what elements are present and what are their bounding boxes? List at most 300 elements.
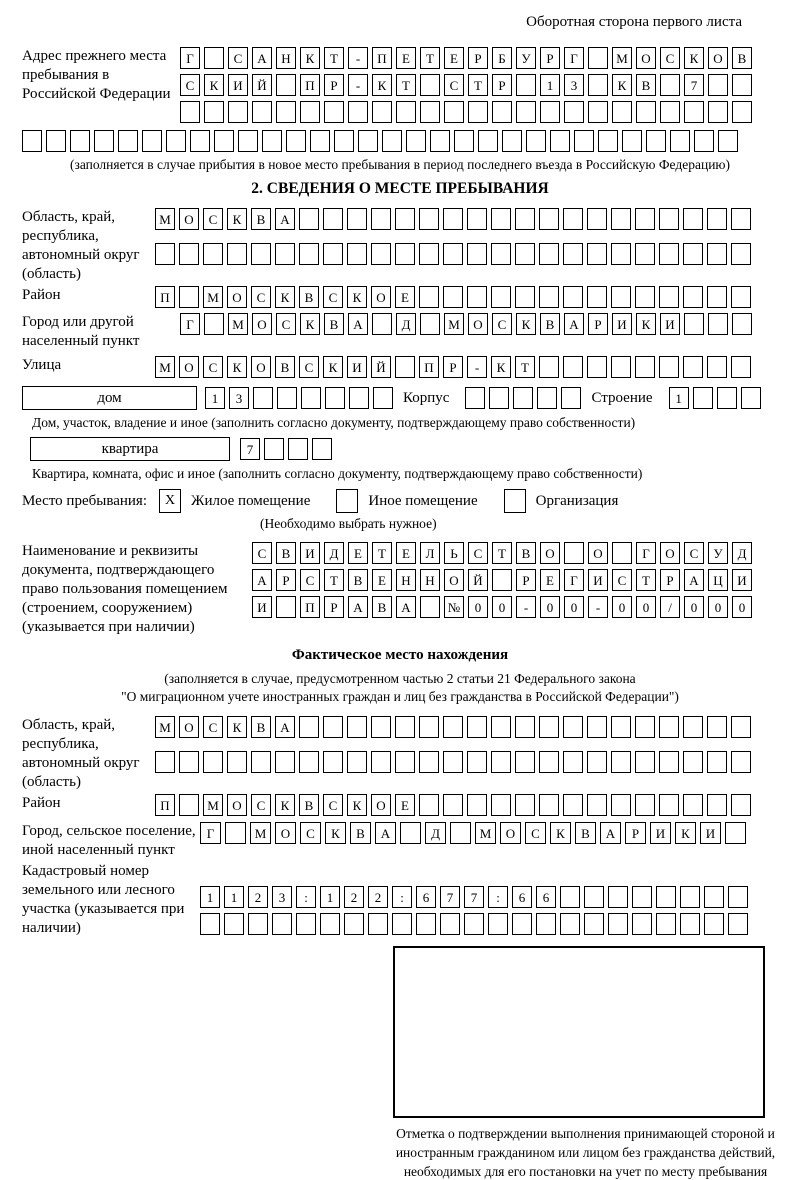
char-cell [659, 716, 679, 738]
char-cell [275, 243, 295, 265]
char-cell [635, 356, 655, 378]
char-cell: Д [425, 822, 446, 844]
char-cell [741, 387, 761, 409]
char-cell: К [204, 74, 224, 96]
char-cell [732, 101, 752, 123]
char-cell [179, 794, 199, 816]
char-cell: Р [324, 596, 344, 618]
char-cell: 6 [416, 886, 436, 908]
char-cell: Г [636, 542, 656, 564]
apartment-row [30, 437, 778, 461]
char-cell [560, 913, 580, 935]
char-cell: : [488, 886, 508, 908]
char-cell [347, 243, 367, 265]
char-cell [659, 794, 679, 816]
char-cell: С [525, 822, 546, 844]
char-cell [515, 716, 535, 738]
char-cell: И [228, 74, 248, 96]
char-cell [587, 751, 607, 773]
char-cell [443, 208, 463, 230]
prev-address-field [22, 47, 778, 128]
char-cell [286, 130, 306, 152]
char-cell: Е [396, 47, 416, 69]
char-cell: К [227, 356, 247, 378]
char-cell [587, 716, 607, 738]
char-cell: М [155, 208, 175, 230]
char-cell: И [700, 822, 721, 844]
char-cell [728, 886, 748, 908]
char-cell [636, 101, 656, 123]
char-cell [467, 751, 487, 773]
char-cell [611, 208, 631, 230]
char-cell [347, 208, 367, 230]
char-cell: Й [371, 356, 391, 378]
char-cell: Н [276, 47, 296, 69]
actual-region-label: Область, край, республика, автономный округ (область) [22, 717, 140, 790]
char-cell: О [275, 822, 296, 844]
char-cell [588, 74, 608, 96]
char-cell: К [612, 74, 632, 96]
char-cell [708, 101, 728, 123]
char-cell [491, 243, 511, 265]
district-row [155, 286, 755, 308]
char-cell [731, 716, 751, 738]
char-cell [598, 130, 618, 152]
char-cell [253, 387, 273, 409]
char-cell: П [155, 794, 175, 816]
char-cell [491, 716, 511, 738]
char-cell [180, 101, 200, 123]
char-cell: И [347, 356, 367, 378]
prev-address-row3 [180, 101, 756, 123]
other-premises-option-label: Иное помещение [368, 492, 478, 509]
char-cell: Й [252, 74, 272, 96]
char-cell: К [516, 313, 536, 335]
char-cell: 6 [512, 886, 532, 908]
char-cell: В [299, 286, 319, 308]
document-row1 [252, 542, 756, 564]
char-cell [632, 913, 652, 935]
char-cell: В [540, 313, 560, 335]
organization-option-label: Организация [535, 492, 619, 509]
section2-title: 2. СВЕДЕНИЯ О МЕСТЕ ПРЕБЫВАНИЯ [251, 180, 549, 197]
char-cell [491, 286, 511, 308]
char-cell [395, 243, 415, 265]
char-cell: С [228, 47, 248, 69]
char-cell: В [348, 569, 368, 591]
char-cell: К [372, 74, 392, 96]
apartment-type-box: квартира [30, 437, 230, 461]
char-cell [563, 716, 583, 738]
char-cell [118, 130, 138, 152]
char-cell [587, 243, 607, 265]
char-cell [680, 886, 700, 908]
char-cell: 0 [684, 596, 704, 618]
char-cell [276, 74, 296, 96]
char-cell: Б [492, 47, 512, 69]
char-cell: О [251, 356, 271, 378]
char-cell [707, 243, 727, 265]
char-cell [489, 387, 509, 409]
apartment-caption: Квартира, комната, офис и иное (заполнить согласно документу, подтверждающему право собственности) [32, 466, 643, 481]
char-cell: Г [564, 569, 584, 591]
char-cell [465, 387, 485, 409]
char-cell [659, 243, 679, 265]
char-cell [94, 130, 114, 152]
house-number-cells [205, 387, 397, 409]
stamp-box [393, 946, 765, 1118]
char-cell [731, 751, 751, 773]
char-cell: 0 [612, 596, 632, 618]
char-cell: Й [468, 569, 488, 591]
city-row [180, 313, 756, 335]
char-cell [539, 243, 559, 265]
char-cell [611, 243, 631, 265]
char-cell [450, 822, 471, 844]
actual-district-row [155, 794, 755, 816]
char-cell [323, 716, 343, 738]
char-cell: Д [396, 313, 416, 335]
char-cell [467, 794, 487, 816]
char-cell [539, 716, 559, 738]
char-cell [325, 387, 345, 409]
char-cell [732, 74, 752, 96]
char-cell [358, 130, 378, 152]
char-cell [659, 751, 679, 773]
char-cell: К [300, 47, 320, 69]
char-cell [467, 208, 487, 230]
char-cell [704, 913, 724, 935]
char-cell: 7 [440, 886, 460, 908]
district-field [22, 286, 778, 308]
char-cell [635, 716, 655, 738]
char-cell [419, 751, 439, 773]
char-cell [683, 286, 703, 308]
char-cell [224, 913, 244, 935]
char-cell: У [708, 542, 728, 564]
char-cell [635, 751, 655, 773]
char-cell: 1 [669, 387, 689, 409]
char-cell [611, 716, 631, 738]
char-cell: А [252, 47, 272, 69]
actual-location-caption2: "О миграционном учете иностранных граждан и лиц без гражданства в Российской Федерации") [121, 689, 679, 704]
char-cell [684, 313, 704, 335]
char-cell [264, 438, 284, 460]
document-row3 [252, 596, 756, 618]
char-cell [635, 243, 655, 265]
char-cell [179, 286, 199, 308]
char-cell: Г [200, 822, 221, 844]
char-cell: Т [396, 74, 416, 96]
stamp-caption: Отметка о подтверждении выполнения принимающей стороной и иностранным гражданином или лицом без гражданства действий, необходимых для его постановки на учет по месту пребывания [395, 1126, 776, 1179]
char-cell [488, 913, 508, 935]
char-cell [718, 130, 738, 152]
actual-district-label: Район [22, 795, 61, 811]
char-cell [204, 101, 224, 123]
char-cell [560, 886, 580, 908]
char-cell: 0 [708, 596, 728, 618]
char-cell: Т [420, 47, 440, 69]
char-cell: С [684, 542, 704, 564]
region-label: Область, край, республика, автономный округ (область) [22, 209, 140, 282]
char-cell: С [203, 716, 223, 738]
char-cell [467, 286, 487, 308]
char-cell: С [276, 313, 296, 335]
residential-checkbox: X [159, 489, 181, 513]
prev-address-rows [180, 47, 756, 128]
char-cell: Р [516, 569, 536, 591]
char-cell [349, 387, 369, 409]
char-cell: К [491, 356, 511, 378]
char-cell: П [419, 356, 439, 378]
char-cell [324, 101, 344, 123]
char-cell: А [275, 716, 295, 738]
char-cell: К [227, 208, 247, 230]
char-cell: - [467, 356, 487, 378]
char-cell: Ц [708, 569, 728, 591]
char-cell [395, 716, 415, 738]
char-cell [347, 716, 367, 738]
char-cell [515, 286, 535, 308]
char-cell [225, 822, 246, 844]
char-cell: М [250, 822, 271, 844]
char-cell [646, 130, 666, 152]
char-cell: О [179, 716, 199, 738]
char-cell [588, 101, 608, 123]
char-cell [539, 356, 559, 378]
stay-type-label: Место пребывания: [22, 492, 147, 509]
char-cell [563, 286, 583, 308]
char-cell [252, 101, 272, 123]
stay-type-row [22, 489, 778, 513]
actual-city-row [200, 822, 750, 844]
char-cell: В [350, 822, 371, 844]
char-cell [430, 130, 450, 152]
actual-district-field [22, 794, 778, 816]
char-cell: С [300, 822, 321, 844]
char-cell [444, 101, 464, 123]
char-cell [683, 243, 703, 265]
char-cell: 3 [229, 387, 249, 409]
char-cell: Р [625, 822, 646, 844]
char-cell: О [636, 47, 656, 69]
char-cell: 2 [248, 886, 268, 908]
char-cell [467, 716, 487, 738]
char-cell: А [564, 313, 584, 335]
char-cell [550, 130, 570, 152]
char-cell: М [612, 47, 632, 69]
char-cell: 7 [464, 886, 484, 908]
char-cell [563, 356, 583, 378]
char-cell [611, 356, 631, 378]
char-cell [272, 913, 292, 935]
char-cell: / [660, 596, 680, 618]
char-cell [299, 716, 319, 738]
char-cell [608, 886, 628, 908]
char-cell [515, 794, 535, 816]
char-cell: М [228, 313, 248, 335]
region-rows [155, 208, 755, 270]
char-cell: О [227, 794, 247, 816]
char-cell [301, 387, 321, 409]
document-rows [252, 542, 756, 623]
char-cell: К [684, 47, 704, 69]
char-cell [587, 794, 607, 816]
char-cell [515, 243, 535, 265]
char-cell: Р [492, 74, 512, 96]
char-cell [262, 130, 282, 152]
char-cell: 7 [684, 74, 704, 96]
char-cell [467, 243, 487, 265]
char-cell [323, 243, 343, 265]
char-cell [228, 101, 248, 123]
char-cell: И [252, 596, 272, 618]
char-cell [443, 794, 463, 816]
cadastral-rows [200, 886, 752, 940]
actual-region-row1 [155, 716, 755, 738]
char-cell: А [348, 596, 368, 618]
char-cell: - [588, 596, 608, 618]
char-cell: В [276, 542, 296, 564]
char-cell [694, 130, 714, 152]
char-cell [732, 313, 752, 335]
char-cell: А [600, 822, 621, 844]
char-cell: Т [324, 569, 344, 591]
char-cell [491, 751, 511, 773]
char-cell: 0 [564, 596, 584, 618]
char-cell [299, 208, 319, 230]
char-cell [275, 751, 295, 773]
char-cell: В [275, 356, 295, 378]
char-cell [561, 387, 581, 409]
char-cell [478, 130, 498, 152]
char-cell [539, 208, 559, 230]
char-cell [707, 716, 727, 738]
char-cell: С [251, 794, 271, 816]
char-cell [536, 913, 556, 935]
stamp-area [393, 946, 778, 1180]
char-cell [684, 101, 704, 123]
char-cell [491, 208, 511, 230]
char-cell [512, 913, 532, 935]
stroenie-cells [669, 387, 765, 409]
document-label: Наименование и реквизиты документа, подтверждающего право пользования помещением (строением, сооружением) (указывается при наличии) [22, 543, 228, 635]
char-cell [299, 243, 319, 265]
char-cell [584, 913, 604, 935]
char-cell: Т [324, 47, 344, 69]
char-cell [492, 569, 512, 591]
char-cell [612, 101, 632, 123]
char-cell [564, 542, 584, 564]
actual-city-field [22, 822, 778, 860]
city-field [22, 313, 778, 351]
char-cell: С [323, 286, 343, 308]
char-cell: В [299, 794, 319, 816]
char-cell: Е [444, 47, 464, 69]
char-cell: К [325, 822, 346, 844]
char-cell [539, 794, 559, 816]
char-cell: - [516, 596, 536, 618]
char-cell: И [588, 569, 608, 591]
char-cell [608, 913, 628, 935]
char-cell [227, 751, 247, 773]
char-cell [179, 751, 199, 773]
char-cell: Ь [444, 542, 464, 564]
char-cell [251, 243, 271, 265]
char-cell [635, 794, 655, 816]
char-cell: Е [395, 286, 415, 308]
char-cell: К [636, 313, 656, 335]
char-cell [588, 47, 608, 69]
char-cell [419, 716, 439, 738]
char-cell [323, 751, 343, 773]
char-cell [611, 751, 631, 773]
char-cell [502, 130, 522, 152]
char-cell: : [392, 886, 412, 908]
char-cell: В [372, 596, 392, 618]
char-cell: Т [372, 542, 392, 564]
char-cell [203, 751, 223, 773]
prev-address-row4 [22, 130, 778, 152]
house-row [22, 386, 778, 410]
prev-address-row1 [180, 47, 756, 69]
char-cell [371, 751, 391, 773]
char-cell: Р [324, 74, 344, 96]
char-cell [526, 130, 546, 152]
char-cell [348, 101, 368, 123]
char-cell [611, 286, 631, 308]
char-cell: Е [395, 794, 415, 816]
char-cell [539, 751, 559, 773]
char-cell: Г [180, 313, 200, 335]
char-cell: Д [324, 542, 344, 564]
residential-option-label: Жилое помещение [191, 492, 311, 509]
char-cell [707, 751, 727, 773]
char-cell [400, 822, 421, 844]
char-cell [238, 130, 258, 152]
char-cell: 2 [344, 886, 364, 908]
char-cell: К [323, 356, 343, 378]
char-cell [656, 886, 676, 908]
char-cell [707, 286, 727, 308]
char-cell: М [203, 794, 223, 816]
char-cell [563, 794, 583, 816]
korpus-cells [465, 387, 585, 409]
char-cell [587, 286, 607, 308]
char-cell [622, 130, 642, 152]
char-cell: Е [372, 569, 392, 591]
char-cell [464, 913, 484, 935]
char-cell: Р [660, 569, 680, 591]
char-cell [683, 794, 703, 816]
cadastral-field [22, 862, 778, 940]
char-cell [693, 387, 713, 409]
char-cell [659, 286, 679, 308]
char-cell: К [227, 716, 247, 738]
char-cell: С [252, 542, 272, 564]
char-cell: П [300, 74, 320, 96]
char-cell [368, 913, 388, 935]
char-cell [320, 913, 340, 935]
char-cell: С [299, 356, 319, 378]
char-cell [683, 716, 703, 738]
char-cell [563, 243, 583, 265]
char-cell [155, 751, 175, 773]
char-cell [416, 913, 436, 935]
char-cell [344, 913, 364, 935]
char-cell: М [155, 356, 175, 378]
char-cell [372, 101, 392, 123]
